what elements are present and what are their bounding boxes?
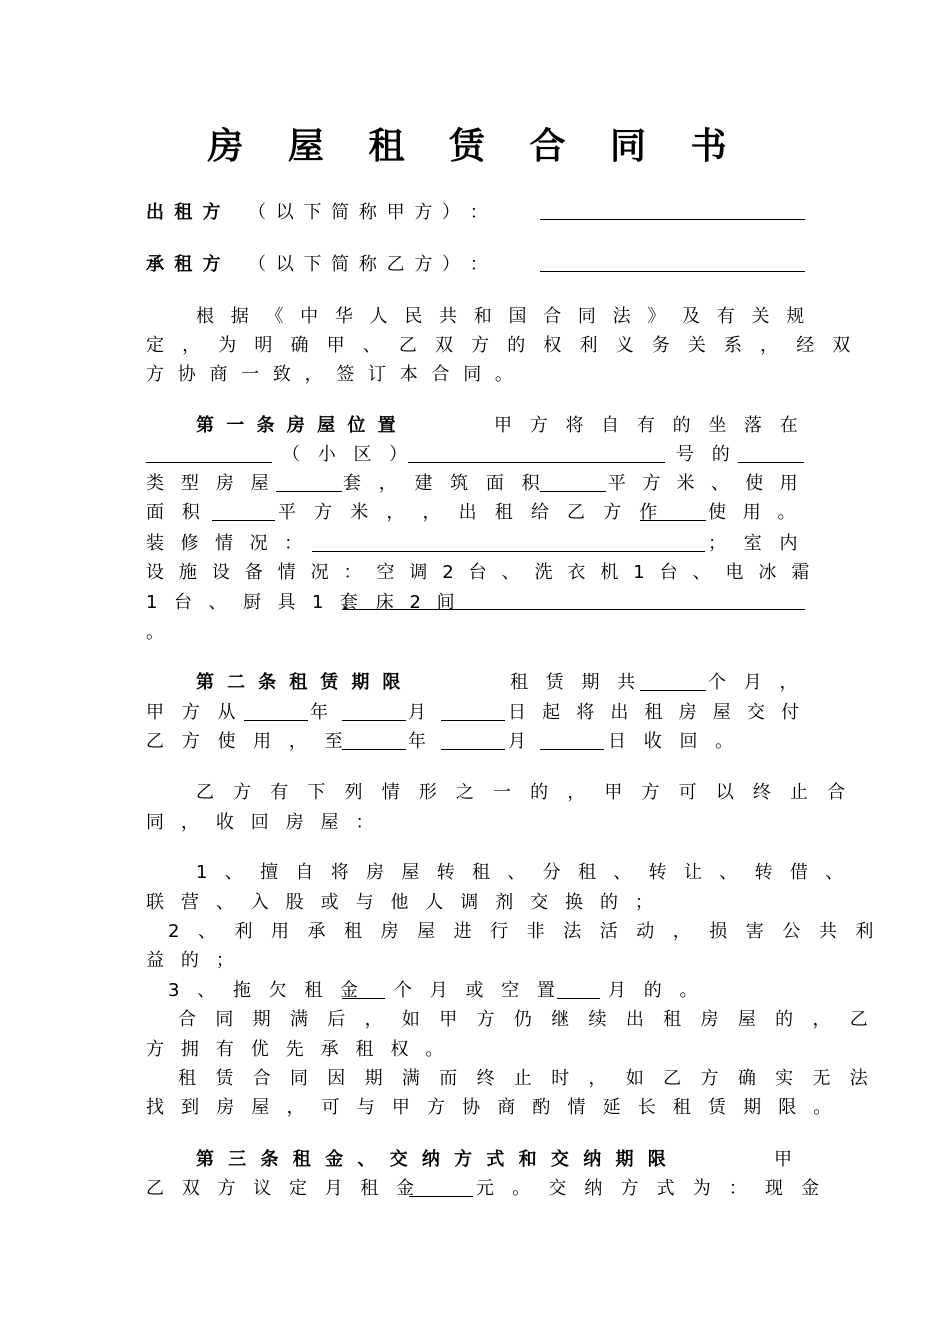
lessee-note: （ 以 下 简 称 乙 方 ） ： xyxy=(248,254,490,275)
article-2-text: 日 收 回 。 xyxy=(608,731,740,752)
article-2-heading: 第 二 条 租 赁 期 限 xyxy=(196,672,404,693)
termination-item-2: 2 、 利 用 承 租 房 屋 进 行 非 法 活 动 ， 损 害 公 共 利 xyxy=(168,921,880,942)
article-3-text: 乙 双 方 议 定 月 租 金 xyxy=(146,1178,421,1199)
article-3-text: 甲 xyxy=(774,1149,792,1170)
blank-rent xyxy=(409,1196,473,1197)
renewal-clause: 方 拥 有 优 先 承 租 权 。 xyxy=(146,1039,449,1060)
article-1-text: 甲 方 将 自 有 的 坐 落 在 xyxy=(494,415,804,436)
article-1-end: 。 xyxy=(146,622,164,643)
lessee-label: 承 租 方 xyxy=(146,254,223,275)
article-1-facilities: 设 施 设 备 情 况 ： 空 调 2 台 、 洗 衣 机 1 台 、 电 冰 霜 xyxy=(146,562,814,583)
article-1-facilities: 1 台 、 厨 具 1 套 xyxy=(146,592,364,613)
blank-purpose xyxy=(640,520,706,521)
termination-item-3: 个 月 或 空 置 xyxy=(394,980,561,1001)
blank-start-day xyxy=(441,720,505,721)
article-1-facilities: 、 床 2 间 xyxy=(342,592,460,613)
article-1-text: 号 的 xyxy=(676,444,736,465)
blank-area xyxy=(540,491,606,492)
blank-location xyxy=(146,462,272,463)
preamble-line-3: 方 协 商 一 致 ， 签 订 本 合 同 。 xyxy=(146,364,517,385)
blank-number xyxy=(738,462,804,463)
blank-months xyxy=(640,690,706,691)
article-2-text: 年 xyxy=(310,702,328,723)
article-1-text: 面 积 xyxy=(146,502,206,523)
blank-type xyxy=(276,491,342,492)
termination-intro: 同 ， 收 回 房 屋 ： xyxy=(146,812,380,833)
article-1-text: 装 修 情 况 ： xyxy=(146,533,308,554)
blank-use-area xyxy=(212,520,275,521)
article-2-text: 租 赁 期 共 xyxy=(510,672,642,693)
blank-end-day xyxy=(540,749,604,750)
article-3-heading: 第 三 条 租 金 、 交 纳 方 式 和 交 纳 期 限 xyxy=(196,1149,670,1170)
blank-community xyxy=(408,462,665,463)
termination-item-3: 月 的 。 xyxy=(608,980,704,1001)
extension-clause: 租 赁 合 同 因 期 满 而 终 止 时 ， 如 乙 方 确 实 无 法 xyxy=(178,1068,875,1089)
lessee-blank xyxy=(540,271,805,272)
blank-arrears-months xyxy=(342,998,385,999)
blank-vacant-months xyxy=(557,998,600,999)
article-2-text: 日 起 将 出 租 房 屋 交 付 xyxy=(508,702,805,723)
lessor-blank xyxy=(540,219,805,220)
article-2-text: 年 xyxy=(408,731,426,752)
contract-title: 房 屋 租 赁 合 同 书 xyxy=(207,126,743,167)
termination-item-3: 3 、 拖 欠 租 金 xyxy=(168,980,365,1001)
article-1-text: ； 室 内 xyxy=(708,533,804,554)
preamble-line-2: 定 ， 为 明 确 甲 、 乙 双 方 的 权 利 义 务 关 系 ， 经 双 xyxy=(146,335,857,356)
preamble-line-1: 根 据 《 中 华 人 民 共 和 国 合 同 法 》 及 有 关 规 xyxy=(196,306,810,327)
blank-start-month xyxy=(342,720,406,721)
article-2-text: 甲 方 从 xyxy=(146,702,242,723)
blank-end-year xyxy=(342,749,406,750)
article-2-text: 月 xyxy=(508,731,526,752)
article-1-text: 平 方 米 ， ， 出 租 给 乙 方 作 xyxy=(278,502,664,523)
article-2-text: 月 xyxy=(408,702,426,723)
article-1-heading: 第 一 条 房 屋 位 置 xyxy=(196,415,399,436)
article-1-text: （ 小 区 ） xyxy=(282,444,414,465)
extension-clause: 找 到 房 屋 ， 可 与 甲 方 协 商 酌 情 延 长 租 赁 期 限 。 xyxy=(146,1097,838,1118)
blank-decoration xyxy=(312,551,705,552)
blank-facilities xyxy=(342,609,805,610)
termination-intro: 乙 方 有 下 列 情 形 之 一 的 ， 甲 方 可 以 终 止 合 xyxy=(196,782,852,803)
article-3-text: 元 。 交 纳 方 式 为 ： 现 金 xyxy=(476,1178,826,1199)
blank-start-year xyxy=(244,720,308,721)
lessor-note: （ 以 下 简 称 甲 方 ） ： xyxy=(248,202,490,223)
termination-item-1: 1 、 擅 自 将 房 屋 转 租 、 分 租 、 转 让 、 转 借 、 xyxy=(196,862,850,883)
article-1-text: 类 型 房 屋 xyxy=(146,473,275,494)
lessor-label: 出 租 方 xyxy=(146,202,223,223)
blank-end-month xyxy=(441,749,505,750)
renewal-clause: 合 同 期 满 后 ， 如 甲 方 仍 继 续 出 租 房 屋 的 ， 乙 xyxy=(178,1009,875,1030)
termination-item-2: 益 的 ； xyxy=(146,950,240,971)
termination-item-1: 联 营 、 入 股 或 与 他 人 调 剂 交 换 的 ； xyxy=(146,892,659,913)
article-1-text: 套 ， 建 筑 面 积 xyxy=(343,473,546,494)
article-2-text: 乙 方 使 用 ， 至 xyxy=(146,731,349,752)
article-1-text: 平 方 米 、 使 用 xyxy=(608,473,803,494)
article-1-text: 使 用 。 xyxy=(708,502,801,523)
article-2-text: 个 月 ， xyxy=(708,672,804,693)
